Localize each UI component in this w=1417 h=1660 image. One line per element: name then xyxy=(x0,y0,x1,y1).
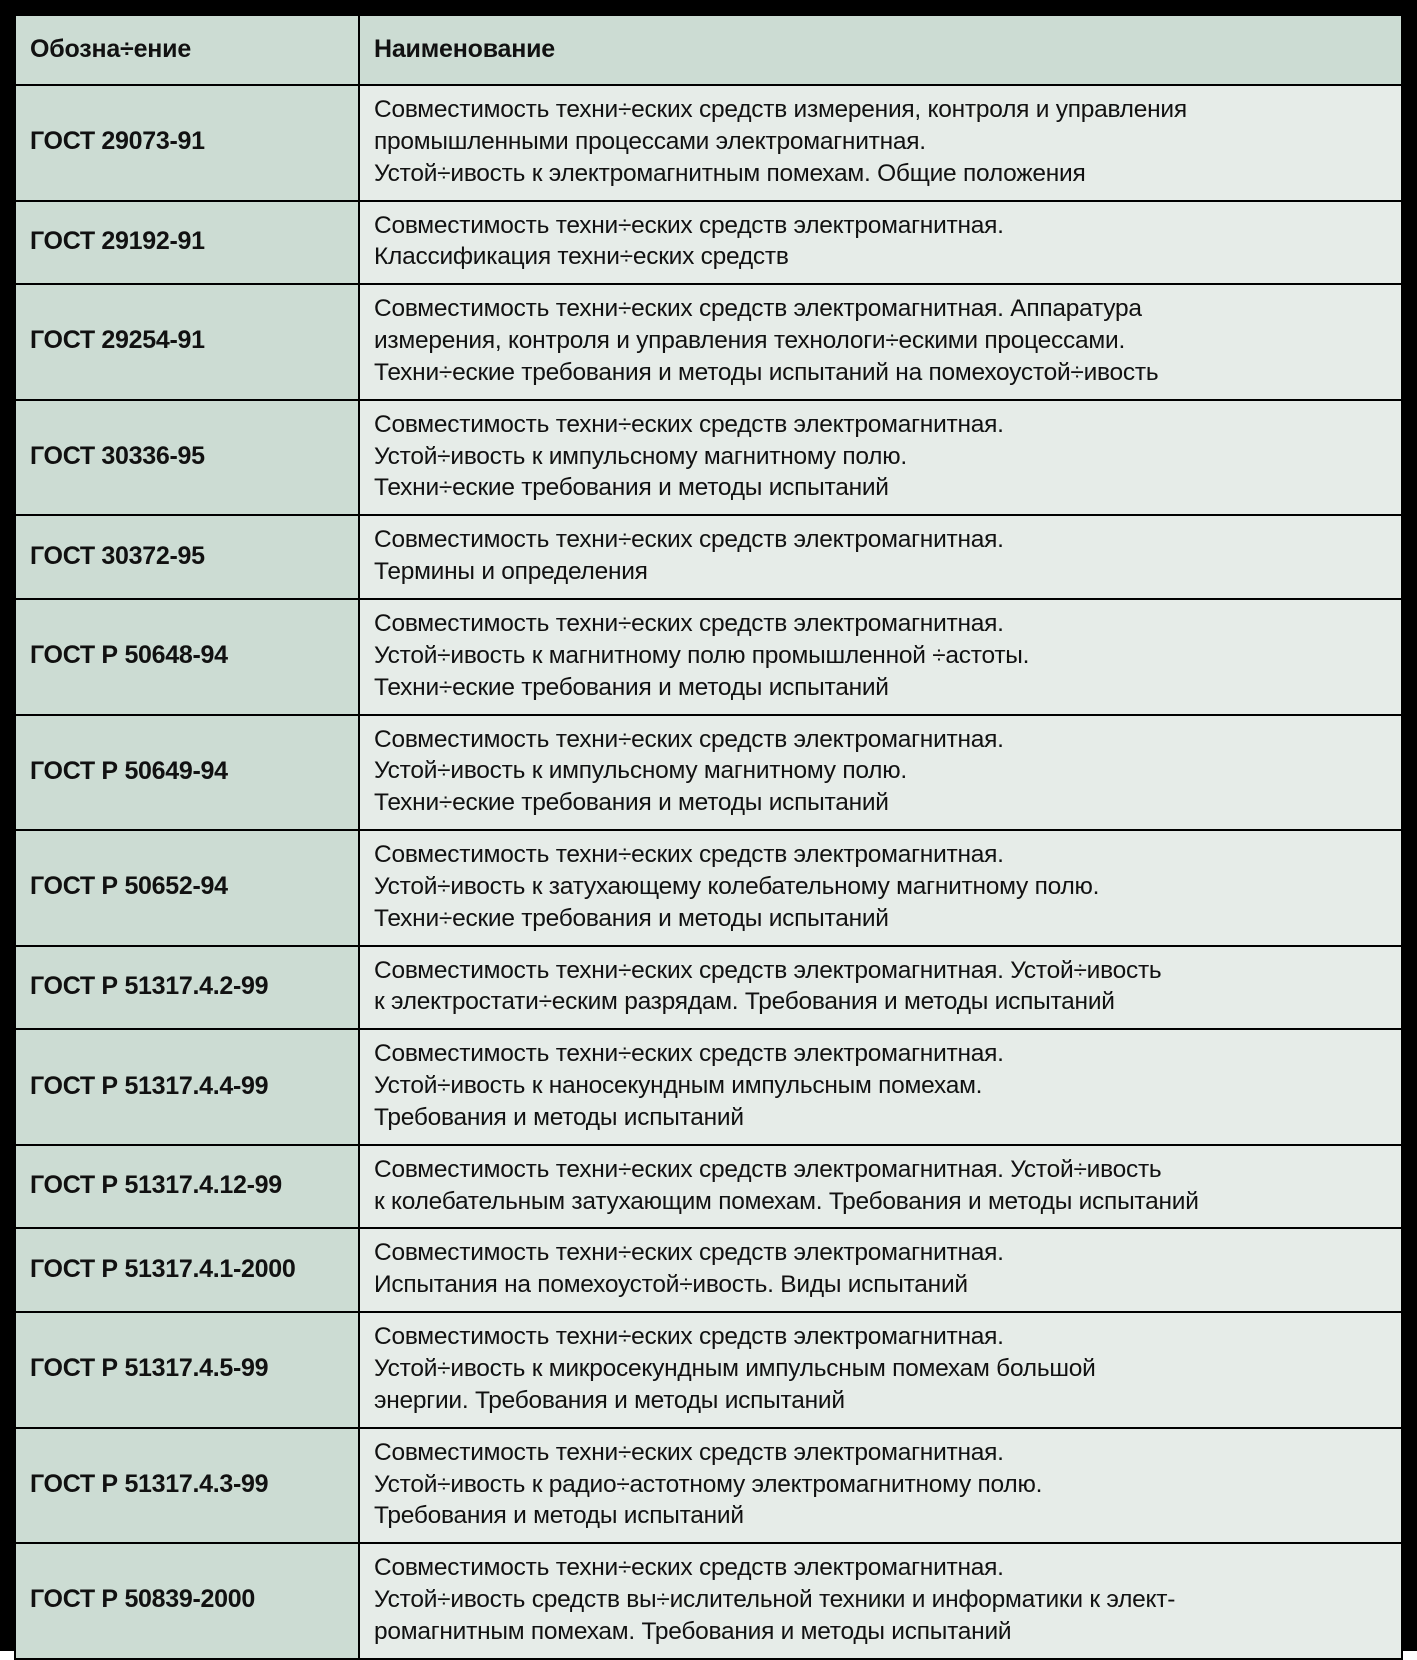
column-header-name: Наименование xyxy=(359,15,1402,85)
cell-name-line: ромагнитным помехам. Требования и методы испытаний xyxy=(374,1617,1012,1645)
cell-name xyxy=(359,1029,1402,1145)
cell-name-line: промышленными процессами электромагнитная. xyxy=(374,127,926,155)
cell-name xyxy=(359,599,1402,715)
cell-name-line: Устой÷ивость средств вы÷ислительной техники и информатики к элект- xyxy=(374,1586,1176,1614)
table-row xyxy=(15,1029,1402,1145)
cell-name xyxy=(359,1228,1402,1312)
table-row xyxy=(15,599,1402,715)
cell-name-line: Устой÷ивость к радио÷астотному электромагнитному полю. xyxy=(374,1470,1043,1498)
cell-name-line: Совместимость техни÷еских средств электромагнитная. xyxy=(374,526,1004,554)
table-body xyxy=(15,85,1402,1659)
cell-name-line: Устой÷ивость к наносекундным импульсным помехам. xyxy=(374,1072,983,1100)
cell-designation: ГОСТ Р 51317.4.2-99 xyxy=(15,946,359,1030)
cell-name xyxy=(359,1312,1402,1428)
cell-name-line: Совместимость техни÷еских средств электромагнитная. xyxy=(374,1239,1004,1267)
cell-name-line: Испытания на помехоустой÷ивость. Виды испытаний xyxy=(374,1271,968,1299)
cell-name-line: Совместимость техни÷еских средств электромагнитная. xyxy=(374,410,1004,438)
cell-name-line: Техни÷еские требования и методы испытаний xyxy=(374,673,889,701)
cell-name-line: Совместимость техни÷еских средств электромагнитная. xyxy=(374,211,1004,239)
cell-name-line: Совместимость техни÷еских средств электромагнитная. xyxy=(374,841,1004,869)
cell-designation: ГОСТ Р 50649-94 xyxy=(15,715,359,831)
cell-name-line: Совместимость техни÷еских средств электромагнитная. xyxy=(374,725,1004,753)
cell-name-line: Совместимость техни÷еских средств электромагнитная. xyxy=(374,1323,1004,1351)
cell-name-line: Устой÷ивость к импульсному магнитному полю. xyxy=(374,442,907,470)
cell-designation: ГОСТ Р 51317.4.5-99 xyxy=(15,1312,359,1428)
cell-designation: ГОСТ Р 50652-94 xyxy=(15,830,359,946)
cell-name-line: Устой÷ивость к затухающему колебательному магнитному полю. xyxy=(374,872,1100,900)
cell-name xyxy=(359,1145,1402,1229)
cell-designation: ГОСТ 29073-91 xyxy=(15,85,359,201)
cell-designation: ГОСТ 30372-95 xyxy=(15,515,359,599)
cell-name-line: энергии. Требования и методы испытаний xyxy=(374,1386,845,1414)
table-row xyxy=(15,830,1402,946)
cell-name-line: к колебательным затухающим помехам. Требования и методы испытаний xyxy=(374,1187,1199,1215)
column-header-designation: Обозна÷ение xyxy=(15,15,359,85)
cell-name-line: к электростати÷еским разрядам. Требования и методы испытаний xyxy=(374,988,1115,1016)
cell-name-line: Устой÷ивость к магнитному полю промышленной ÷астоты. xyxy=(374,641,1030,669)
cell-designation: ГОСТ 29192-91 xyxy=(15,201,359,285)
cell-designation: ГОСТ Р 51317.4.4-99 xyxy=(15,1029,359,1145)
cell-designation: ГОСТ Р 50648-94 xyxy=(15,599,359,715)
table-row xyxy=(15,400,1402,516)
cell-name-line: Техни÷еские требования и методы испытаний xyxy=(374,474,889,502)
table-row xyxy=(15,1428,1402,1544)
cell-name-line: Совместимость техни÷еских средств измерения, контроля и управления xyxy=(374,96,1187,123)
standards-table xyxy=(14,14,1403,1660)
cell-name xyxy=(359,85,1402,201)
cell-name xyxy=(359,946,1402,1030)
cell-name-line: Совместимость техни÷еских средств электромагнитная. Устой÷ивость xyxy=(374,1155,1162,1183)
cell-name xyxy=(359,1543,1402,1659)
cell-name-line: Совместимость техни÷еских средств электромагнитная. Аппаратура xyxy=(374,295,1142,323)
table-row xyxy=(15,201,1402,285)
cell-name-line: Требования и методы испытаний xyxy=(374,1103,744,1131)
cell-name xyxy=(359,284,1402,400)
cell-name-line: Техни÷еские требования и методы испытаний xyxy=(374,789,889,817)
table-row xyxy=(15,85,1402,201)
table-row xyxy=(15,715,1402,831)
table-row xyxy=(15,1543,1402,1659)
cell-name xyxy=(359,830,1402,946)
cell-designation: ГОСТ 30336-95 xyxy=(15,400,359,516)
cell-name-line: Совместимость техни÷еских средств электромагнитная. xyxy=(374,1554,1004,1582)
cell-name-line: Устой÷ивость к микросекундным импульсным помехам большой xyxy=(374,1355,1096,1382)
cell-name-line: Совместимость техни÷еских средств электромагнитная. xyxy=(374,1438,1004,1466)
cell-designation: ГОСТ Р 51317.4.1-2000 xyxy=(15,1228,359,1312)
cell-name-line: Совместимость техни÷еских средств электромагнитная. xyxy=(374,609,1004,637)
cell-name xyxy=(359,715,1402,831)
cell-name-line: Требования и методы испытаний xyxy=(374,1502,744,1530)
cell-name-line: Совместимость техни÷еских средств электромагнитная. Устой÷ивость xyxy=(374,956,1162,984)
table-row xyxy=(15,515,1402,599)
table-row xyxy=(15,946,1402,1030)
cell-name xyxy=(359,400,1402,516)
cell-designation: ГОСТ Р 51317.4.12-99 xyxy=(15,1145,359,1229)
cell-name-line: Классификация техни÷еских средств xyxy=(374,243,789,271)
cell-name-line: Устой÷ивость к электромагнитным помехам. Общие положения xyxy=(374,159,1086,187)
cell-name-line: Устой÷ивость к импульсному магнитному полю. xyxy=(374,757,907,785)
cell-name-line: Термины и определения xyxy=(374,558,648,586)
cell-name-line: Совместимость техни÷еских средств электромагнитная. xyxy=(374,1040,1004,1068)
table-row xyxy=(15,1312,1402,1428)
table-row xyxy=(15,1228,1402,1312)
cell-name-line: Техни÷еские требования и методы испытаний на помехоустой÷ивость xyxy=(374,358,1159,386)
table-row xyxy=(15,1145,1402,1229)
table-row xyxy=(15,284,1402,400)
cell-name xyxy=(359,515,1402,599)
cell-name xyxy=(359,1428,1402,1544)
cell-name xyxy=(359,201,1402,285)
table-header xyxy=(15,15,1402,85)
cell-name-line: измерения, контроля и управления технологи÷ескими процессами. xyxy=(374,327,1126,355)
cell-designation: ГОСТ Р 50839-2000 xyxy=(15,1543,359,1659)
table-header-row xyxy=(15,15,1402,85)
cell-designation: ГОСТ Р 51317.4.3-99 xyxy=(15,1428,359,1544)
cell-designation: ГОСТ 29254-91 xyxy=(15,284,359,400)
cell-name-line: Техни÷еские требования и методы испытаний xyxy=(374,904,889,932)
